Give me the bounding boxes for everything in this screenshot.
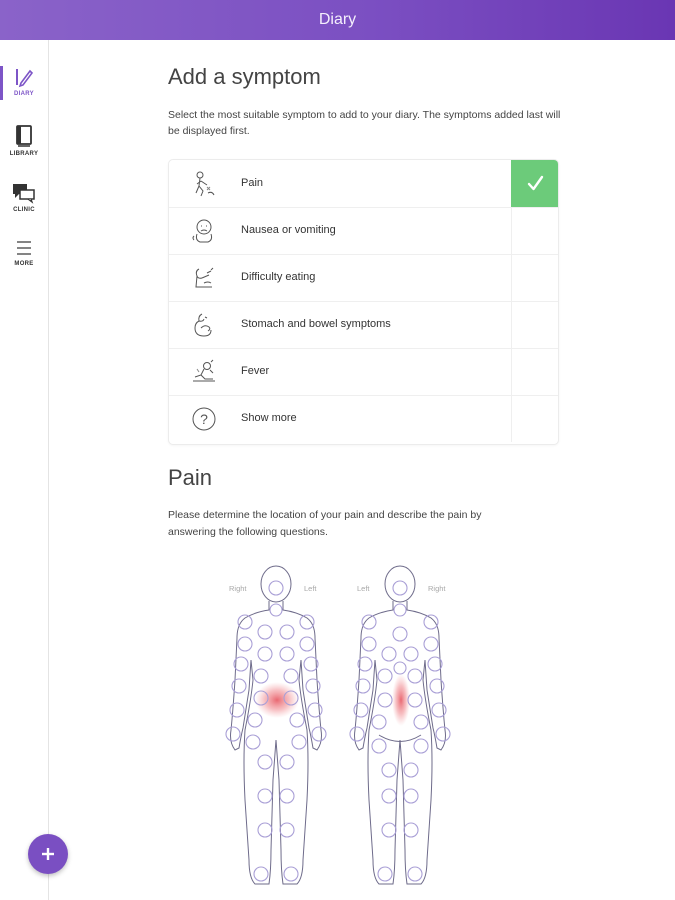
- symptom-label: Fever: [241, 365, 270, 377]
- symptom-label: Show more: [241, 412, 297, 424]
- page-title: Add a symptom: [168, 64, 321, 89]
- selection-cell[interactable]: [511, 348, 559, 395]
- front-left-label: Left: [304, 584, 317, 593]
- front-body-outline: [231, 566, 322, 884]
- symptom-label: Difficulty eating: [241, 271, 316, 283]
- sidebar-item-label: MORE: [14, 261, 34, 267]
- pain-instructions: Please determine the location of your pain and describe the pain by answering the following questions.: [168, 509, 482, 538]
- selection-cell[interactable]: [511, 395, 559, 442]
- back-right-label: Right: [428, 584, 446, 593]
- back-body-points[interactable]: [350, 581, 450, 881]
- nausea-figure-icon: [189, 216, 219, 246]
- selection-cell[interactable]: [511, 160, 559, 207]
- stomach-figure-icon: [189, 310, 219, 340]
- pain-area-front-abdomen[interactable]: [255, 682, 299, 718]
- sidebar-item-label: LIBRARY: [9, 151, 39, 157]
- selection-cell[interactable]: [511, 301, 559, 348]
- eating-figure-icon: [189, 263, 219, 293]
- selection-cell[interactable]: [511, 254, 559, 301]
- front-right-label: Right: [229, 584, 247, 593]
- pencil-icon: [13, 66, 35, 88]
- symptom-row-eating[interactable]: [169, 254, 558, 302]
- header-title: Diary: [318, 11, 357, 28]
- sidebar: [0, 40, 49, 900]
- selection-cell[interactable]: [511, 207, 559, 254]
- symptom-row-show-more[interactable]: [169, 395, 558, 442]
- symptom-label: Nausea or vomiting: [241, 224, 336, 236]
- section-title-pain: Pain: [168, 465, 213, 490]
- symptom-label: Pain: [241, 177, 264, 189]
- svg-text:?: ?: [200, 411, 208, 427]
- back-left-label: Left: [357, 584, 370, 593]
- symptom-label: Stomach and bowel symptoms: [241, 318, 391, 330]
- symptom-list: [168, 159, 559, 445]
- body-map[interactable]: [225, 560, 455, 892]
- pain-area-back-lower[interactable]: [392, 674, 410, 726]
- plus-icon: [40, 846, 56, 862]
- symptom-row-stomach[interactable]: [169, 301, 558, 349]
- symptom-row-nausea[interactable]: [169, 207, 558, 255]
- sidebar-item-more[interactable]: [0, 238, 48, 267]
- sidebar-item-diary[interactable]: [0, 66, 48, 97]
- app-header: [0, 0, 675, 40]
- fever-figure-icon: [189, 357, 219, 387]
- pain-figure-icon: [189, 169, 219, 199]
- checkmark-icon: [512, 160, 559, 207]
- symptom-row-pain[interactable]: [169, 160, 558, 208]
- symptom-row-fever[interactable]: [169, 348, 558, 396]
- sidebar-item-label: CLINIC: [13, 207, 35, 213]
- sidebar-item-label: DIARY: [14, 91, 34, 97]
- sidebar-item-clinic[interactable]: [0, 182, 48, 213]
- question-icon: [189, 404, 219, 434]
- menu-icon: [13, 238, 35, 258]
- book-icon: [13, 124, 35, 148]
- add-entry-button[interactable]: [28, 834, 68, 874]
- chat-icon: [11, 182, 37, 204]
- front-body-points[interactable]: [226, 581, 326, 881]
- sidebar-item-library[interactable]: [0, 124, 48, 157]
- symptom-instructions: Select the most suitable symptom to add to your diary. The symptoms added last will be displayed first.: [168, 109, 561, 137]
